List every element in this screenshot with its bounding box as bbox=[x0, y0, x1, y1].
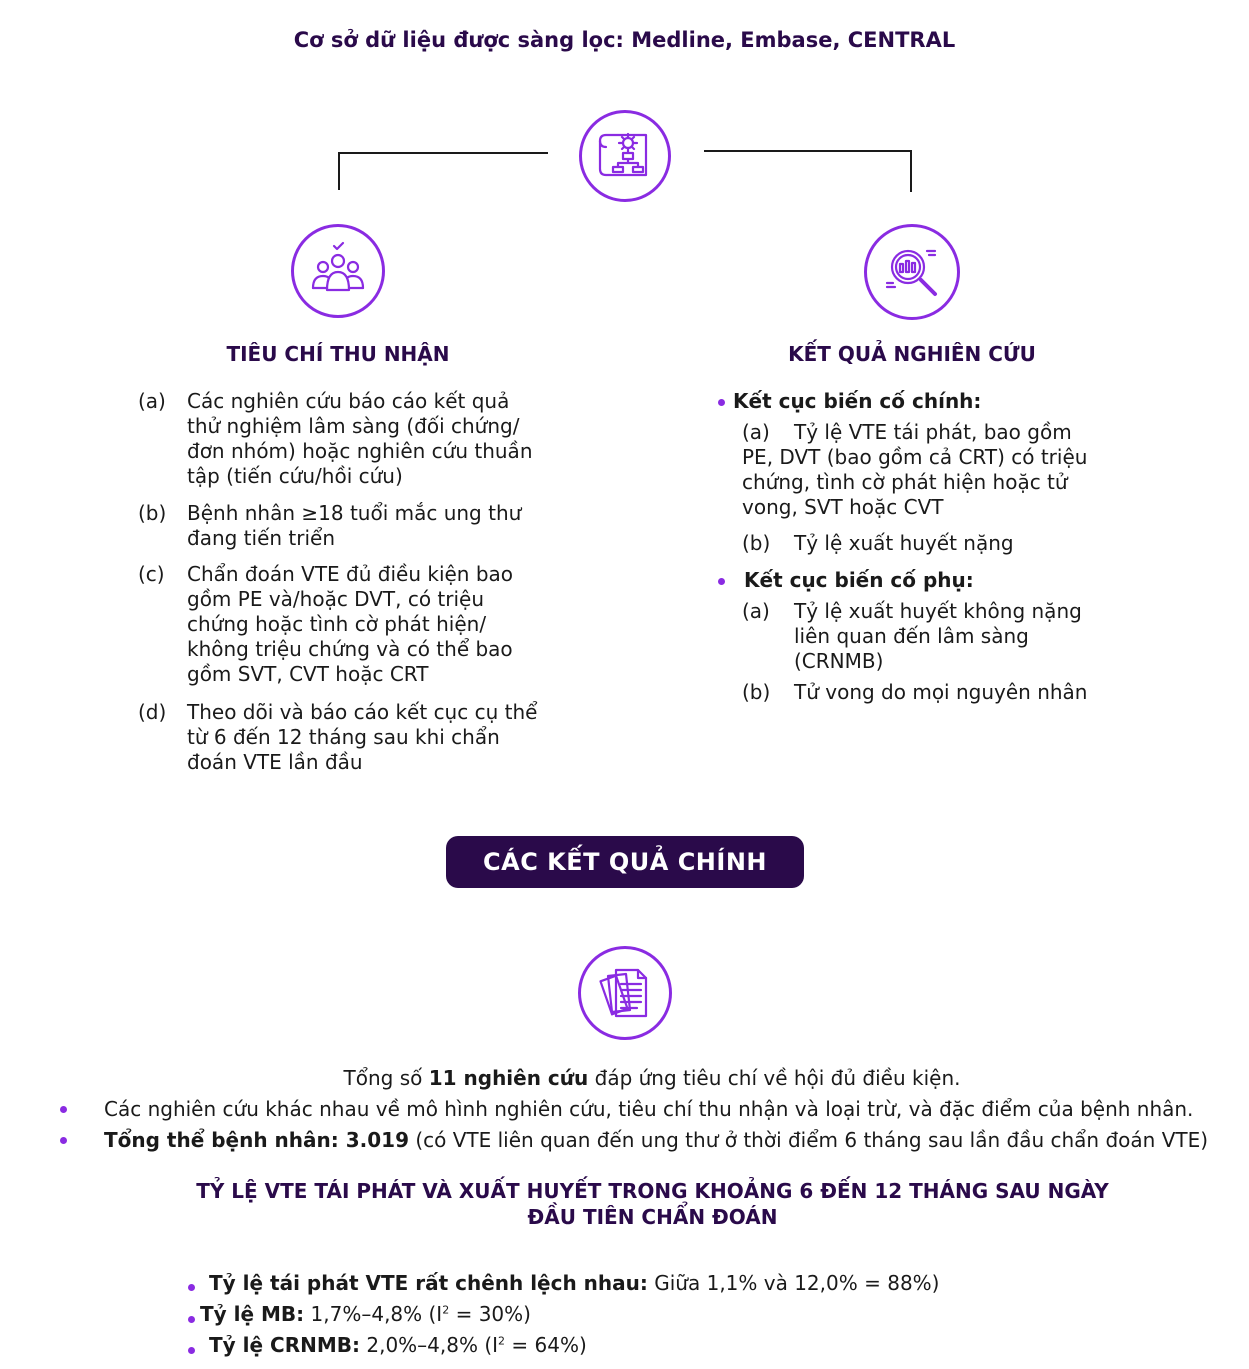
documents-stack-icon bbox=[578, 946, 672, 1040]
rate-item-crnmb: Tỷ lệ CRNMB: 2,0%–4,8% $(I^2 = 64\%)$ bbox=[209, 1333, 587, 1357]
primary-outcome-heading: Kết cục biến cố chính: bbox=[733, 389, 982, 413]
secondary-outcome-item-b: (b) Tử vong do mọi nguyên nhân bbox=[742, 680, 1088, 704]
bullet-dot bbox=[188, 1347, 195, 1354]
secondary-outcome-item-a: (a) Tỷ lệ xuất huyết không nặng liên quan đến lâm sàng (CRNMB) bbox=[742, 599, 1082, 673]
criterion-item-d: (d) Theo dõi và báo cáo kết cục cụ thể từ 6 đến 12 tháng sau khi chẩn đoán VTE lần đầu bbox=[138, 700, 538, 774]
bullet-dot bbox=[188, 1316, 195, 1323]
rate-item-vte-recurrence: Tỷ lệ tái phát VTE rất chênh lệch nhau: Giữa 1,1% và 12,0% = 88%) bbox=[209, 1271, 940, 1295]
database-title: Cơ sở dữ liệu được sàng lọc: Medline, Embase, CENTRAL bbox=[293, 28, 956, 52]
bullet-dot bbox=[60, 1106, 67, 1113]
inclusion-criteria-heading: TIÊU CHÍ THU NHẬN bbox=[226, 342, 450, 366]
connector-line-right-drop bbox=[910, 150, 912, 192]
rate-item-mb: Tỷ lệ MB: 1,7%–4,8% $(I^2 = 30\%)$ bbox=[200, 1302, 531, 1326]
rates-section-title: TỶ LỆ VTE TÁI PHÁT VÀ XUẤT HUYẾT TRONG KHOẢNG 6 ĐẾN 12 THÁNG SAU NGÀY ĐẦU TIÊN CHẨN ĐOÁN bbox=[196, 1179, 1109, 1229]
findings-bullet-2: Tổng thể bệnh nhân: 3.019 (có VTE liên quan đến ung thư ở thời điểm 6 tháng sau lần đầu chẩn đoán VTE) bbox=[104, 1128, 1209, 1152]
flowchart-gear-icon bbox=[579, 110, 671, 202]
outcomes-heading: KẾT QUẢ NGHIÊN CỨU bbox=[788, 342, 1036, 366]
criterion-item-b: (b) Bệnh nhân ≥18 tuổi mắc ung thư đang tiến triển bbox=[138, 501, 522, 550]
connector-line-left-drop bbox=[338, 152, 340, 190]
connector-line-right bbox=[704, 150, 912, 152]
criterion-item-a: (a) Các nghiên cứu báo cáo kết quả thử nghiệm lâm sàng (đối chứng/ đơn nhóm) hoặc nghiên cứu thuần tập (tiến cứu/hồi cứu) bbox=[138, 389, 533, 488]
key-results-banner: CÁC KẾT QUẢ CHÍNH bbox=[446, 836, 804, 888]
bullet-dot bbox=[718, 399, 725, 406]
total-studies-line: Tổng số 11 nghiên cứu đáp ứng tiêu chí về hội đủ điều kiện. bbox=[343, 1066, 961, 1090]
magnifier-chart-icon bbox=[864, 224, 960, 320]
bullet-dot bbox=[60, 1137, 67, 1144]
criterion-item-c: (c) Chẩn đoán VTE đủ điều kiện bao gồm PE và/hoặc DVT, có triệu chứng hoặc tình cờ phát hiện/ không triệu chứng và có thể bao gồm SVT, CVT hoặc CRT bbox=[138, 562, 514, 686]
findings-bullet-1: Các nghiên cứu khác nhau về mô hình nghiên cứu, tiêu chí thu nhận và loại trừ, và đặc điểm của bệnh nhân. bbox=[104, 1097, 1194, 1121]
people-group-check-icon bbox=[291, 224, 385, 318]
primary-outcome-item-b: (b) Tỷ lệ xuất huyết nặng bbox=[742, 531, 1014, 555]
secondary-outcome-heading: Kết cục biến cố phụ: bbox=[744, 568, 974, 592]
connector-line-left bbox=[338, 152, 548, 154]
primary-outcome-item-a: (a) Tỷ lệ VTE tái phát, bao gồm PE, DVT (bao gồm cả CRT) có triệu chứng, tình cờ phát hiện hoặc tử vong, SVT hoặc CVT bbox=[742, 420, 1088, 519]
bullet-dot bbox=[188, 1284, 195, 1291]
bullet-dot bbox=[718, 578, 725, 585]
